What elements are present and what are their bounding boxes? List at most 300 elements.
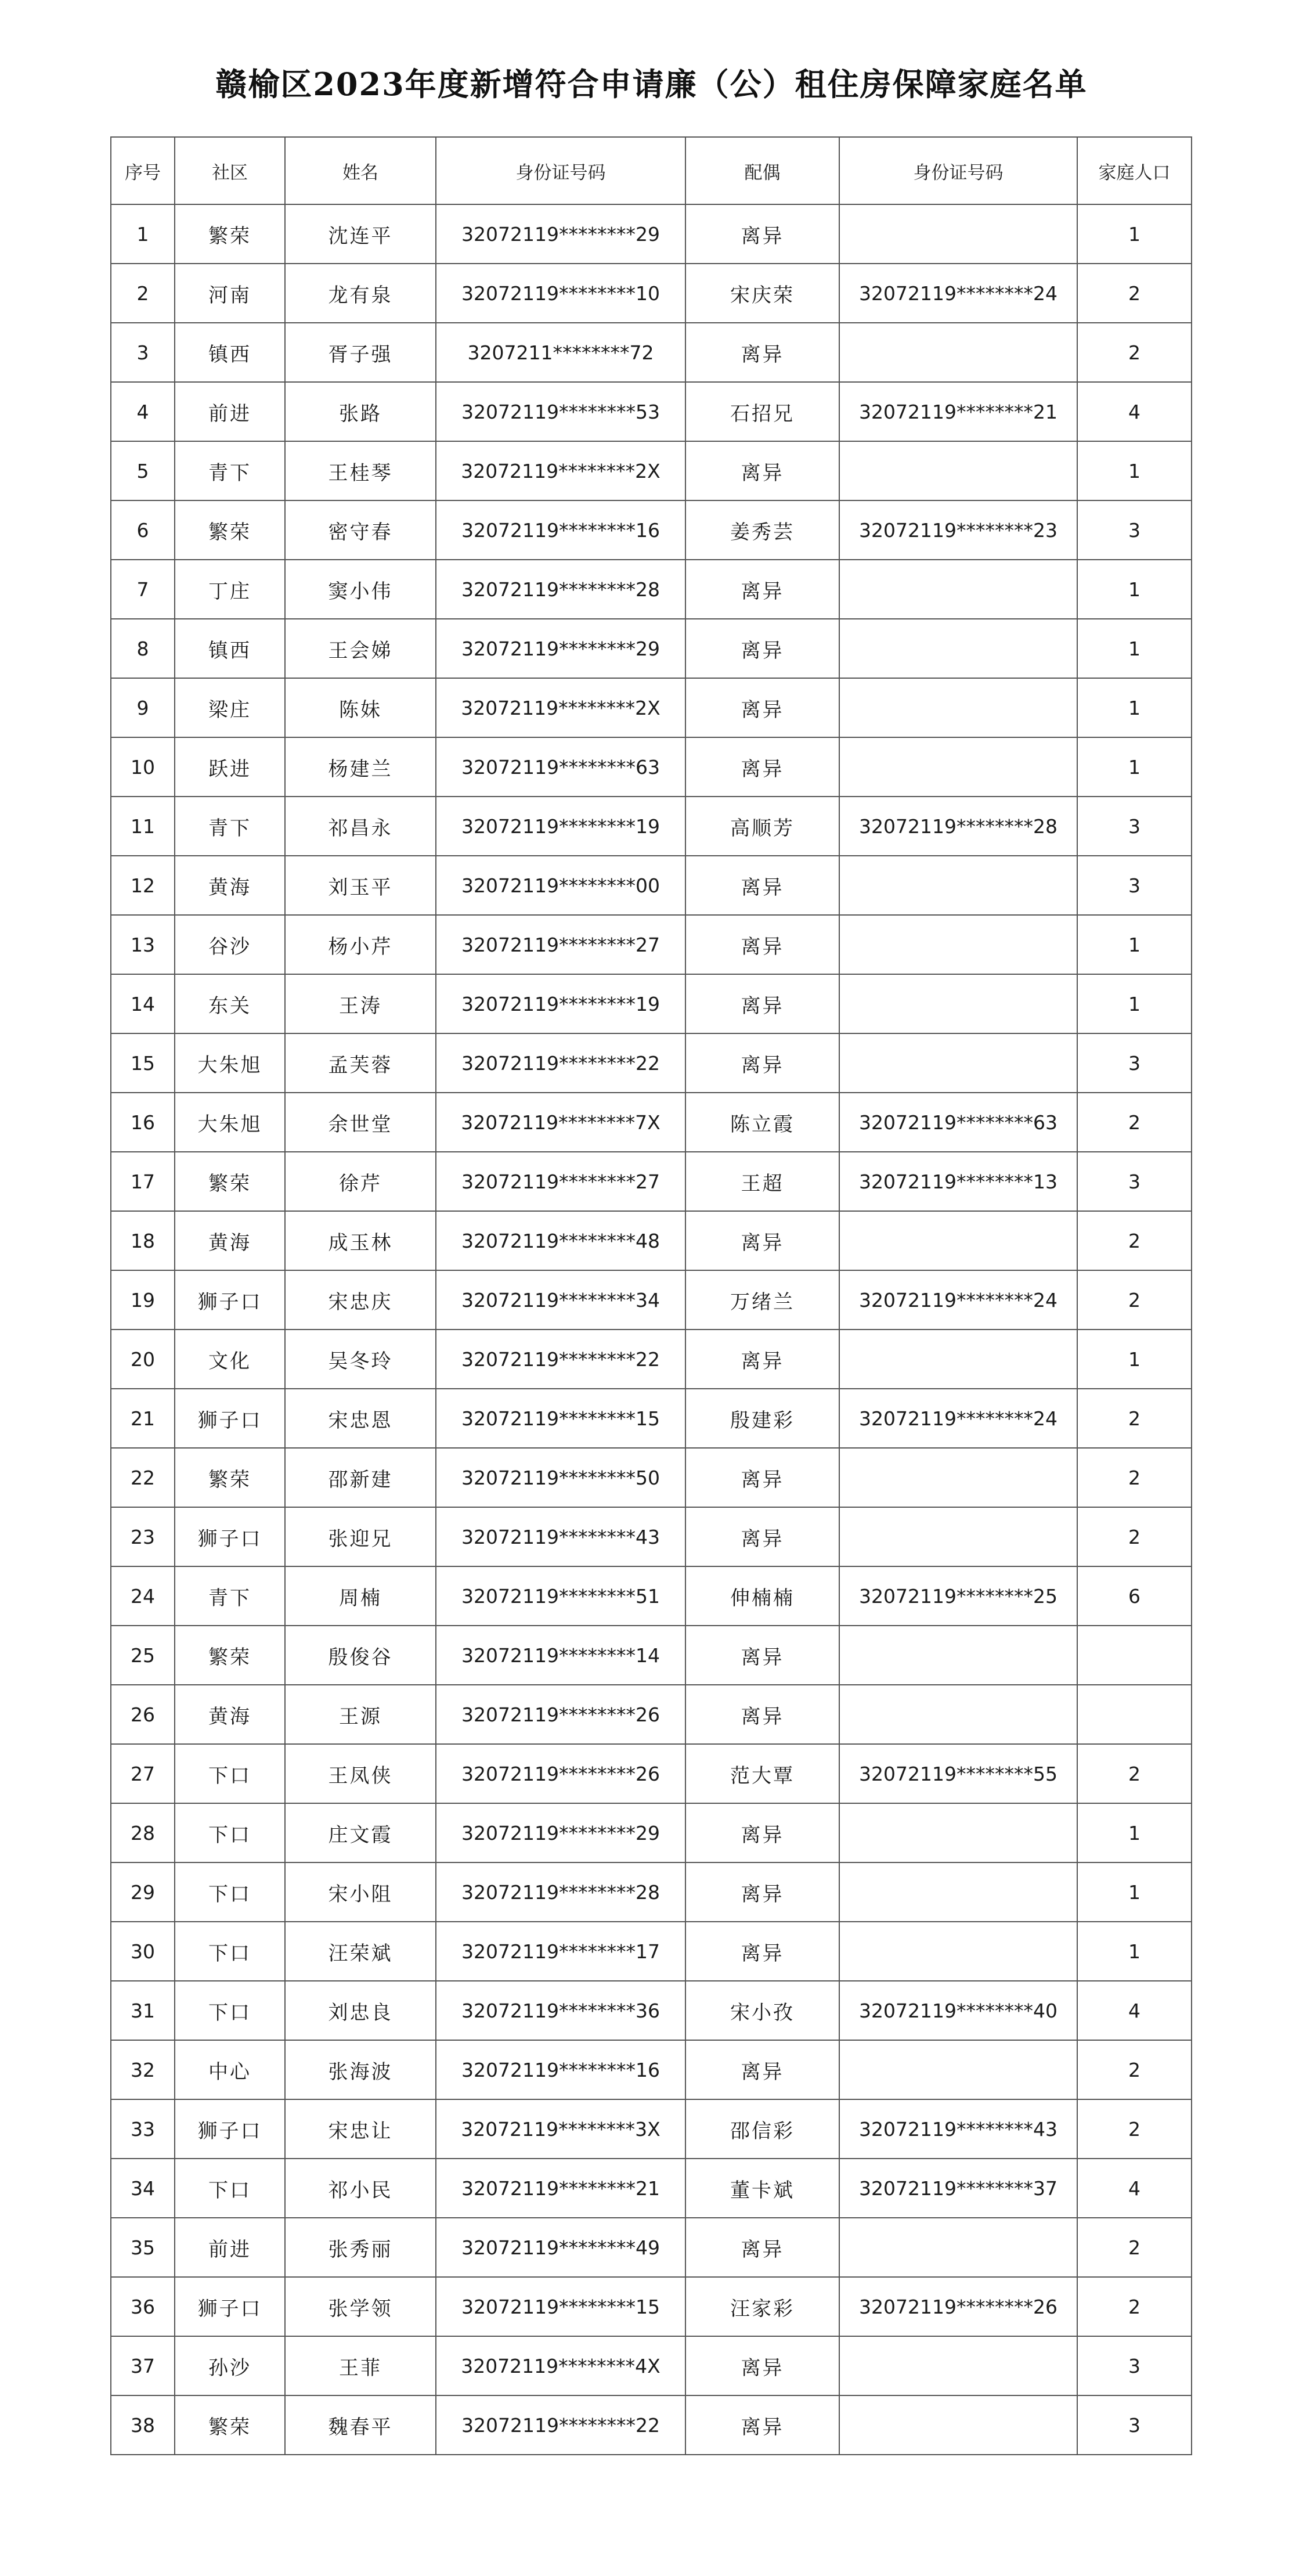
cell-seq: 29 (111, 1862, 175, 1922)
cell-spouse: 离异 (685, 915, 839, 974)
cell-spouse: 离异 (685, 1803, 839, 1862)
cell-spouse-id-number (839, 1448, 1077, 1507)
cell-spouse: 宋小孜 (685, 1981, 839, 2040)
cell-name: 宋忠恩 (285, 1389, 436, 1448)
cell-community: 下口 (175, 1981, 285, 2040)
cell-seq: 14 (111, 974, 175, 1033)
table-row (111, 797, 1192, 856)
cell-spouse: 离异 (685, 1862, 839, 1922)
table-row (111, 2277, 1192, 2336)
table-row (111, 1922, 1192, 1981)
cell-id-number: 32072119********50 (436, 1448, 685, 1507)
table-row (111, 441, 1192, 500)
cell-seq: 16 (111, 1093, 175, 1152)
table-header-row (111, 137, 1192, 204)
cell-seq: 38 (111, 2395, 175, 2455)
cell-name: 张迎兄 (285, 1507, 436, 1566)
header-spouse-id-number: 身份证号码 (839, 137, 1077, 204)
cell-name: 徐芹 (285, 1152, 436, 1211)
cell-spouse-id-number (839, 560, 1077, 619)
table-row (111, 2099, 1192, 2159)
cell-name: 宋小阻 (285, 1862, 436, 1922)
cell-id-number: 32072119********51 (436, 1566, 685, 1626)
cell-family-size: 1 (1077, 441, 1192, 500)
table-row (111, 1211, 1192, 1270)
cell-family-size: 2 (1077, 1507, 1192, 1566)
cell-spouse: 石招兄 (685, 382, 839, 441)
cell-seq: 2 (111, 264, 175, 323)
cell-community: 黄海 (175, 1211, 285, 1270)
table-row (111, 1507, 1192, 1566)
header-name: 姓名 (285, 137, 436, 204)
cell-id-number: 32072119********7X (436, 1093, 685, 1152)
cell-family-size: 1 (1077, 974, 1192, 1033)
cell-seq: 9 (111, 678, 175, 737)
cell-name: 张路 (285, 382, 436, 441)
cell-community: 前进 (175, 382, 285, 441)
cell-spouse-id-number: 32072119********24 (839, 264, 1077, 323)
cell-spouse-id-number (839, 1685, 1077, 1744)
cell-name: 张秀丽 (285, 2218, 436, 2277)
cell-seq: 1 (111, 204, 175, 264)
table-row (111, 560, 1192, 619)
cell-spouse: 万绪兰 (685, 1270, 839, 1330)
header-seq: 序号 (111, 137, 175, 204)
cell-family-size: 2 (1077, 2040, 1192, 2099)
cell-id-number: 32072119********15 (436, 1389, 685, 1448)
cell-seq: 21 (111, 1389, 175, 1448)
cell-family-size: 1 (1077, 915, 1192, 974)
cell-name: 成玉林 (285, 1211, 436, 1270)
cell-seq: 20 (111, 1330, 175, 1389)
cell-seq: 30 (111, 1922, 175, 1981)
cell-spouse-id-number: 32072119********25 (839, 1566, 1077, 1626)
table-row (111, 678, 1192, 737)
cell-family-size: 3 (1077, 1033, 1192, 1093)
cell-seq: 7 (111, 560, 175, 619)
table-row (111, 974, 1192, 1033)
cell-spouse-id-number (839, 441, 1077, 500)
cell-name: 汪荣斌 (285, 1922, 436, 1981)
cell-family-size: 2 (1077, 323, 1192, 382)
cell-name: 王桂琴 (285, 441, 436, 500)
cell-spouse-id-number: 32072119********24 (839, 1270, 1077, 1330)
table-row (111, 264, 1192, 323)
cell-community: 大朱旭 (175, 1093, 285, 1152)
cell-spouse-id-number (839, 678, 1077, 737)
cell-id-number: 32072119********53 (436, 382, 685, 441)
cell-spouse-id-number (839, 2040, 1077, 2099)
table-row (111, 1981, 1192, 2040)
cell-spouse-id-number: 32072119********28 (839, 797, 1077, 856)
cell-id-number: 32072119********21 (436, 2159, 685, 2218)
cell-spouse-id-number (839, 974, 1077, 1033)
cell-community: 狮子口 (175, 2277, 285, 2336)
table-row (111, 204, 1192, 264)
cell-spouse: 高顺芳 (685, 797, 839, 856)
cell-seq: 4 (111, 382, 175, 441)
cell-spouse-id-number (839, 1626, 1077, 1685)
cell-id-number: 32072119********28 (436, 560, 685, 619)
cell-id-number: 32072119********49 (436, 2218, 685, 2277)
cell-seq: 36 (111, 2277, 175, 2336)
cell-name: 周楠 (285, 1566, 436, 1626)
page-title: 赣榆区2023年度新增符合申请廉（公）租住房保障家庭名单 (215, 66, 1088, 103)
cell-community: 繁荣 (175, 1152, 285, 1211)
table-row (111, 619, 1192, 678)
cell-spouse: 离异 (685, 1033, 839, 1093)
cell-name: 王凤侠 (285, 1744, 436, 1803)
cell-family-size: 3 (1077, 856, 1192, 915)
table-row (111, 1862, 1192, 1922)
cell-seq: 8 (111, 619, 175, 678)
cell-family-size: 1 (1077, 678, 1192, 737)
cell-spouse-id-number: 32072119********37 (839, 2159, 1077, 2218)
cell-family-size: 2 (1077, 1448, 1192, 1507)
cell-seq: 24 (111, 1566, 175, 1626)
cell-community: 繁荣 (175, 1448, 285, 1507)
cell-spouse: 离异 (685, 619, 839, 678)
cell-name: 杨小芹 (285, 915, 436, 974)
cell-community: 下口 (175, 1922, 285, 1981)
cell-community: 河南 (175, 264, 285, 323)
cell-community: 梁庄 (175, 678, 285, 737)
cell-seq: 22 (111, 1448, 175, 1507)
cell-id-number: 32072119********26 (436, 1685, 685, 1744)
cell-community: 镇西 (175, 323, 285, 382)
table-row (111, 1389, 1192, 1448)
cell-community: 狮子口 (175, 2099, 285, 2159)
cell-spouse: 离异 (685, 737, 839, 797)
cell-name: 祁昌永 (285, 797, 436, 856)
table-row (111, 1033, 1192, 1093)
cell-id-number: 32072119********27 (436, 915, 685, 974)
header-spouse: 配偶 (685, 137, 839, 204)
cell-spouse-id-number (839, 737, 1077, 797)
cell-id-number: 32072119********34 (436, 1270, 685, 1330)
cell-seq: 23 (111, 1507, 175, 1566)
cell-spouse: 邵信彩 (685, 2099, 839, 2159)
cell-id-number: 32072119********15 (436, 2277, 685, 2336)
cell-spouse: 离异 (685, 1922, 839, 1981)
cell-name: 余世堂 (285, 1093, 436, 1152)
cell-spouse: 离异 (685, 2336, 839, 2395)
cell-name: 王会娣 (285, 619, 436, 678)
cell-name: 沈连平 (285, 204, 436, 264)
cell-family-size (1077, 1626, 1192, 1685)
cell-spouse-id-number: 32072119********43 (839, 2099, 1077, 2159)
cell-family-size: 1 (1077, 1803, 1192, 1862)
cell-spouse: 伸楠楠 (685, 1566, 839, 1626)
cell-spouse: 离异 (685, 1211, 839, 1270)
cell-name: 祁小民 (285, 2159, 436, 2218)
cell-id-number: 32072119********4X (436, 2336, 685, 2395)
cell-family-size: 6 (1077, 1566, 1192, 1626)
table-row (111, 2040, 1192, 2099)
cell-name: 密守春 (285, 500, 436, 560)
cell-family-size: 1 (1077, 619, 1192, 678)
cell-name: 魏春平 (285, 2395, 436, 2455)
cell-spouse-id-number: 32072119********63 (839, 1093, 1077, 1152)
table-row (111, 1744, 1192, 1803)
cell-community: 东关 (175, 974, 285, 1033)
cell-community: 丁庄 (175, 560, 285, 619)
cell-family-size: 1 (1077, 1922, 1192, 1981)
cell-family-size: 1 (1077, 1862, 1192, 1922)
cell-family-size: 2 (1077, 2099, 1192, 2159)
cell-family-size: 3 (1077, 2336, 1192, 2395)
cell-id-number: 32072119********29 (436, 1803, 685, 1862)
cell-id-number: 32072119********16 (436, 500, 685, 560)
cell-spouse-id-number: 32072119********23 (839, 500, 1077, 560)
cell-seq: 5 (111, 441, 175, 500)
cell-spouse: 离异 (685, 974, 839, 1033)
cell-seq: 33 (111, 2099, 175, 2159)
cell-community: 前进 (175, 2218, 285, 2277)
cell-community: 谷沙 (175, 915, 285, 974)
cell-spouse: 汪家彩 (685, 2277, 839, 2336)
cell-seq: 26 (111, 1685, 175, 1744)
cell-family-size: 1 (1077, 1330, 1192, 1389)
cell-spouse-id-number: 32072119********26 (839, 2277, 1077, 2336)
cell-id-number: 32072119********22 (436, 2395, 685, 2455)
cell-family-size: 2 (1077, 264, 1192, 323)
cell-seq: 27 (111, 1744, 175, 1803)
cell-seq: 34 (111, 2159, 175, 2218)
cell-seq: 18 (111, 1211, 175, 1270)
cell-community: 繁荣 (175, 204, 285, 264)
cell-community: 狮子口 (175, 1389, 285, 1448)
cell-family-size: 2 (1077, 2277, 1192, 2336)
cell-spouse: 离异 (685, 1448, 839, 1507)
table-row (111, 2159, 1192, 2218)
cell-family-size: 2 (1077, 2218, 1192, 2277)
table-row (111, 856, 1192, 915)
cell-community: 黄海 (175, 1685, 285, 1744)
cell-seq: 12 (111, 856, 175, 915)
cell-family-size: 1 (1077, 204, 1192, 264)
table-row (111, 915, 1192, 974)
cell-spouse: 离异 (685, 323, 839, 382)
cell-family-size: 2 (1077, 1389, 1192, 1448)
cell-id-number: 32072119********16 (436, 2040, 685, 2099)
cell-name: 龙有泉 (285, 264, 436, 323)
cell-spouse-id-number (839, 1507, 1077, 1566)
cell-name: 邵新建 (285, 1448, 436, 1507)
cell-seq: 37 (111, 2336, 175, 2395)
cell-id-number: 32072119********10 (436, 264, 685, 323)
cell-id-number: 32072119********43 (436, 1507, 685, 1566)
cell-spouse: 离异 (685, 2218, 839, 2277)
cell-seq: 19 (111, 1270, 175, 1330)
cell-id-number: 32072119********19 (436, 797, 685, 856)
cell-spouse-id-number: 32072119********21 (839, 382, 1077, 441)
cell-spouse: 离异 (685, 1507, 839, 1566)
table-row (111, 1270, 1192, 1330)
cell-id-number: 32072119********3X (436, 2099, 685, 2159)
cell-seq: 10 (111, 737, 175, 797)
cell-community: 孙沙 (175, 2336, 285, 2395)
cell-spouse: 王超 (685, 1152, 839, 1211)
cell-spouse: 离异 (685, 856, 839, 915)
cell-id-number: 32072119********48 (436, 1211, 685, 1270)
cell-spouse-id-number (839, 619, 1077, 678)
cell-spouse-id-number (839, 2336, 1077, 2395)
table-row (111, 2336, 1192, 2395)
cell-id-number: 32072119********17 (436, 1922, 685, 1981)
cell-family-size: 3 (1077, 797, 1192, 856)
cell-seq: 11 (111, 797, 175, 856)
cell-id-number: 32072119********22 (436, 1330, 685, 1389)
cell-seq: 28 (111, 1803, 175, 1862)
cell-family-size: 4 (1077, 2159, 1192, 2218)
cell-spouse-id-number (839, 1033, 1077, 1093)
cell-spouse: 范大覃 (685, 1744, 839, 1803)
cell-community: 跃进 (175, 737, 285, 797)
cell-community: 下口 (175, 1862, 285, 1922)
cell-family-size (1077, 1685, 1192, 1744)
cell-name: 刘忠良 (285, 1981, 436, 2040)
cell-family-size: 1 (1077, 560, 1192, 619)
cell-family-size: 1 (1077, 737, 1192, 797)
cell-name: 宋忠让 (285, 2099, 436, 2159)
table-row (111, 323, 1192, 382)
cell-name: 王菲 (285, 2336, 436, 2395)
cell-spouse-id-number (839, 1803, 1077, 1862)
cell-name: 孟芙蓉 (285, 1033, 436, 1093)
cell-family-size: 2 (1077, 1211, 1192, 1270)
table-row (111, 1626, 1192, 1685)
cell-name: 王涛 (285, 974, 436, 1033)
cell-family-size: 2 (1077, 1270, 1192, 1330)
cell-family-size: 2 (1077, 1744, 1192, 1803)
cell-family-size: 3 (1077, 500, 1192, 560)
cell-name: 庄文霞 (285, 1803, 436, 1862)
table-row (111, 2395, 1192, 2455)
cell-seq: 32 (111, 2040, 175, 2099)
cell-community: 下口 (175, 1803, 285, 1862)
cell-id-number: 32072119********19 (436, 974, 685, 1033)
header-id-number: 身份证号码 (436, 137, 685, 204)
header-family-size: 家庭人口 (1077, 137, 1192, 204)
cell-community: 繁荣 (175, 500, 285, 560)
cell-name: 王源 (285, 1685, 436, 1744)
table-row (111, 737, 1192, 797)
cell-seq: 25 (111, 1626, 175, 1685)
cell-seq: 31 (111, 1981, 175, 2040)
cell-community: 镇西 (175, 619, 285, 678)
cell-spouse: 宋庆荣 (685, 264, 839, 323)
cell-name: 陈妹 (285, 678, 436, 737)
cell-id-number: 32072119********29 (436, 204, 685, 264)
cell-spouse: 离异 (685, 441, 839, 500)
table-row (111, 1803, 1192, 1862)
cell-spouse: 董卡斌 (685, 2159, 839, 2218)
cell-community: 狮子口 (175, 1270, 285, 1330)
cell-id-number: 32072119********29 (436, 619, 685, 678)
cell-spouse: 殷建彩 (685, 1389, 839, 1448)
cell-community: 大朱旭 (175, 1033, 285, 1093)
cell-community: 繁荣 (175, 1626, 285, 1685)
cell-id-number: 32072119********63 (436, 737, 685, 797)
cell-name: 宋忠庆 (285, 1270, 436, 1330)
cell-family-size: 4 (1077, 382, 1192, 441)
cell-spouse-id-number (839, 915, 1077, 974)
cell-id-number: 3207211********72 (436, 323, 685, 382)
cell-spouse-id-number (839, 323, 1077, 382)
cell-name: 张海波 (285, 2040, 436, 2099)
household-roster-table (110, 136, 1192, 2455)
cell-spouse: 离异 (685, 1685, 839, 1744)
cell-name: 杨建兰 (285, 737, 436, 797)
table-body (111, 204, 1192, 2455)
cell-spouse: 离异 (685, 2395, 839, 2455)
cell-id-number: 32072119********28 (436, 1862, 685, 1922)
cell-id-number: 32072119********2X (436, 441, 685, 500)
table-row (111, 1152, 1192, 1211)
cell-spouse: 离异 (685, 1626, 839, 1685)
cell-spouse: 陈立霞 (685, 1093, 839, 1152)
cell-name: 吴冬玲 (285, 1330, 436, 1389)
cell-spouse-id-number (839, 204, 1077, 264)
cell-community: 狮子口 (175, 1507, 285, 1566)
cell-community: 下口 (175, 1744, 285, 1803)
cell-community: 繁荣 (175, 2395, 285, 2455)
cell-spouse-id-number (839, 1922, 1077, 1981)
cell-community: 文化 (175, 1330, 285, 1389)
cell-id-number: 32072119********36 (436, 1981, 685, 2040)
header-community: 社区 (175, 137, 285, 204)
table-row (111, 2218, 1192, 2277)
table-row (111, 382, 1192, 441)
cell-seq: 15 (111, 1033, 175, 1093)
cell-name: 殷俊谷 (285, 1626, 436, 1685)
cell-community: 青下 (175, 797, 285, 856)
cell-community: 青下 (175, 1566, 285, 1626)
cell-spouse-id-number: 32072119********40 (839, 1981, 1077, 2040)
cell-spouse-id-number (839, 856, 1077, 915)
cell-spouse-id-number: 32072119********24 (839, 1389, 1077, 1448)
cell-seq: 6 (111, 500, 175, 560)
cell-community: 下口 (175, 2159, 285, 2218)
cell-name: 刘玉平 (285, 856, 436, 915)
cell-spouse-id-number (839, 1862, 1077, 1922)
table-row (111, 1093, 1192, 1152)
table-row (111, 1448, 1192, 1507)
cell-spouse: 离异 (685, 204, 839, 264)
table-row (111, 1685, 1192, 1744)
cell-spouse-id-number: 32072119********55 (839, 1744, 1077, 1803)
cell-family-size: 4 (1077, 1981, 1192, 2040)
cell-id-number: 32072119********22 (436, 1033, 685, 1093)
cell-id-number: 32072119********00 (436, 856, 685, 915)
cell-family-size: 3 (1077, 1152, 1192, 1211)
cell-spouse: 离异 (685, 678, 839, 737)
table-row (111, 500, 1192, 560)
cell-spouse: 离异 (685, 560, 839, 619)
cell-community: 青下 (175, 441, 285, 500)
cell-name: 张学领 (285, 2277, 436, 2336)
cell-spouse: 离异 (685, 2040, 839, 2099)
cell-spouse-id-number (839, 1211, 1077, 1270)
table-row (111, 1566, 1192, 1626)
cell-name: 胥子强 (285, 323, 436, 382)
cell-spouse-id-number (839, 1330, 1077, 1389)
cell-spouse-id-number (839, 2218, 1077, 2277)
cell-spouse: 姜秀芸 (685, 500, 839, 560)
cell-community: 中心 (175, 2040, 285, 2099)
cell-family-size: 3 (1077, 2395, 1192, 2455)
